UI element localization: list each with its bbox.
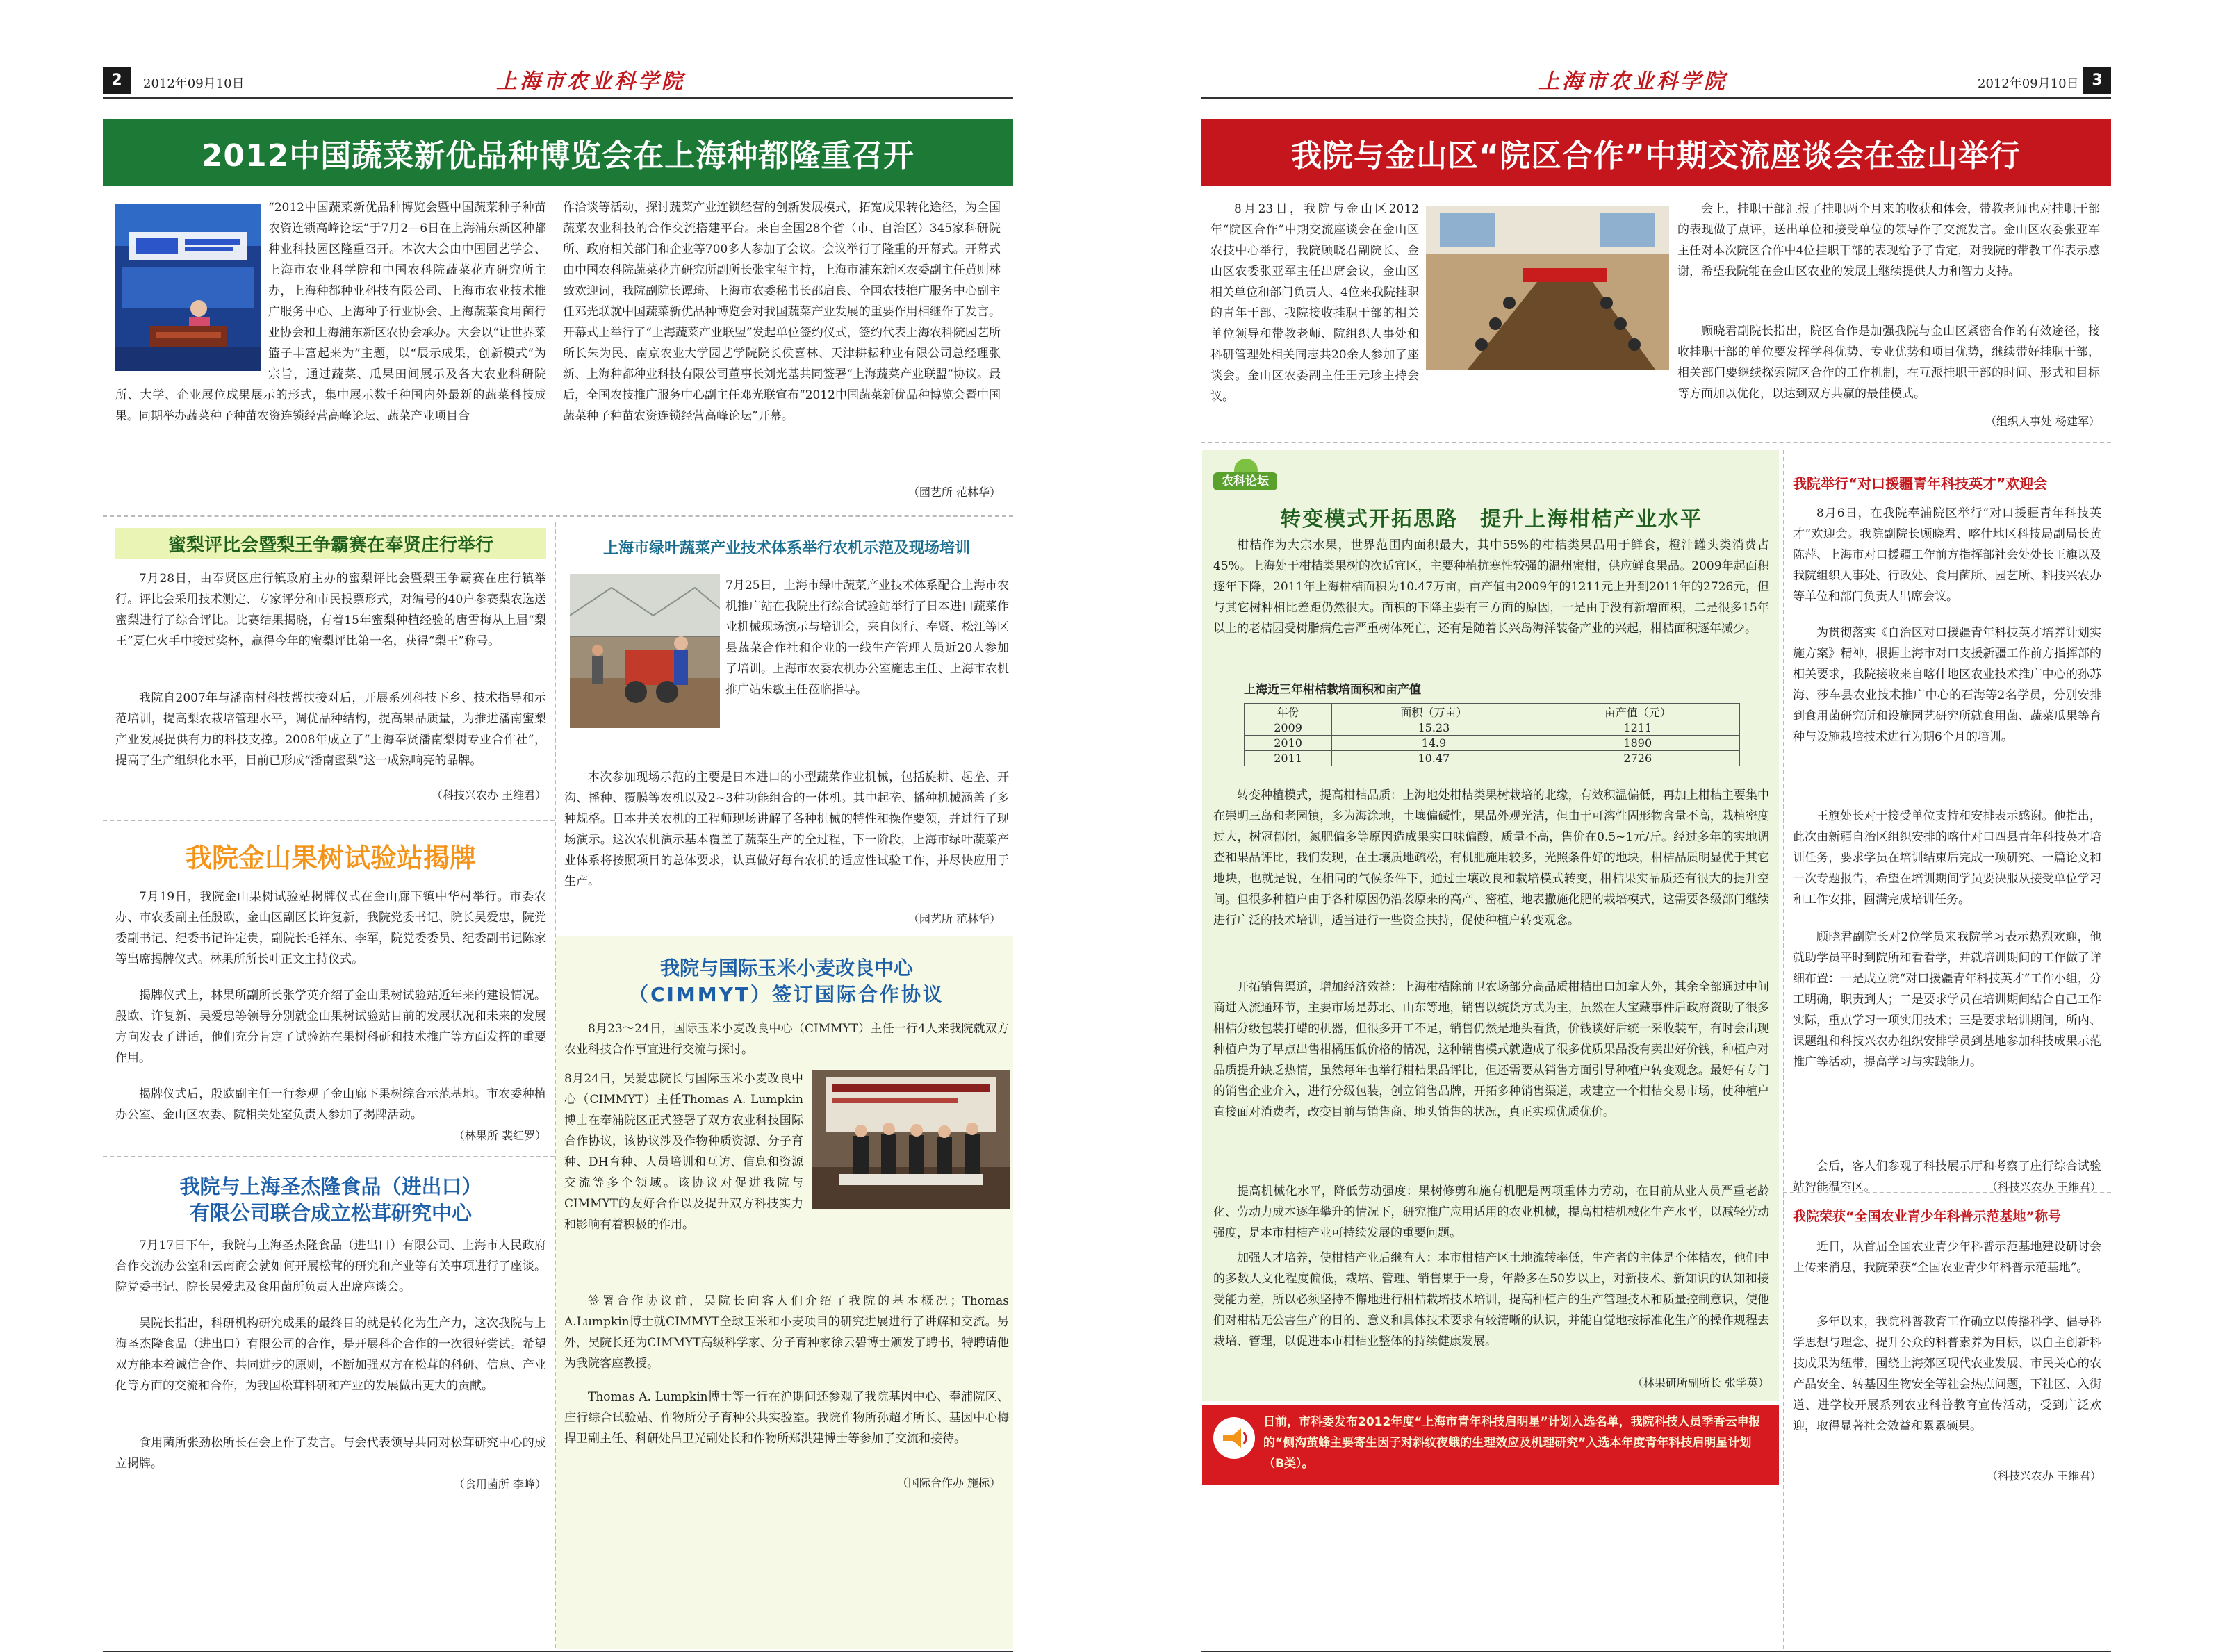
jinshan-coop-col1: 8月23日，我院与金山区2012年“院区合作”中期交流座谈会在金山区农技中心举行，我院顾晓君副院长、金山区农委张亚军主任出席会议，金山区相关单位和部门负责人、4位来我院挂职的青年干部、我院接收挂职干部的相关单位领导和带教老师、院组织人事处和科研管理处相关同志共20余人参加了座谈会。金山区农委副主任王元珍主持会议。 (1210, 202, 1419, 404)
citrus-para-2: 转变种植模式，提高柑桔品质：上海地处柑桔类果树栽培的北缘，有效积温偏低，再加上柑桔主要集中在崇明三岛和老园镇，多为海涂地，土壤偏碱性，果品外观光洁，但由于可溶性固形物含量不高，栽植密度过大，树冠郁闭，氮肥偏多等原因造成果实口味偏酸，质量不高，售价在0.5~1元/斤。经过多年的实地调查和果品评比，我们发现，在土壤质地疏松，有机肥施用较多，光照条件好的地块，柑桔品质明显优于其它地块，也就是说，在相同的气候条件下，通过土壤改良和栽培模式转变，柑桔果实品质还有很大的提升空间。但很多种植户由于各种原因仍沿袭原来的高产、密植、地表撒施化肥的栽培模式，这需要各级部门继续进行广泛的技术培训，适当进行一些资金扶持，促使种植户转变观念。 (1213, 788, 1769, 927)
notice-text: 日前，市科委发布2012年度“上海市青年科技启明星”计划入选名单，我院科技人员季香云申报的“侧沟茧蜂主要寄生因子对斜纹夜蛾的生理效应及机理研究”入选本年度青年科技启明星计划（B类）。 (1263, 1415, 1761, 1471)
jinshan-para-2: 揭牌仪式上，林果所副所长张学英介绍了金山果树试验站近年来的建设情况。殷欧、许复新、吴爱忠等领导分别就金山果树试验站目前的发展状况和未来的发展方向发表了讲话，他们充分肯定了试验站在果树科研和技术推广等方面发挥的重要作用。 (115, 989, 546, 1065)
cimmyt-byline: （国际合作办 施标） (896, 1476, 1001, 1489)
citrus-para-1: 柑桔作为大宗水果，世界范围内面积最大，其中55%的柑桔类果品用于鲜食，橙汁罐头类消费占45%。上海处于柑桔类果树的次适宜区，主要种植抗寒性较强的温州蜜柑，供应鲜食果品。2009年起面积逐年下降，2011年上海柑桔面积为10.47万亩，亩产值由2009年的1211元上升到2011年的2726元，但与其它树种相比差距仍然很大。面积的下降主要有三方面的原因，一是由于没有新增面积，二是很多15年以上的老桔园受树脂病危害严重树体死亡，还有是随着长兴岛海洋装备产业的兴起，柑桔面积逐年减少。 (1213, 538, 1769, 636)
matsutake-para-2: 吴院长指出，科研机构研究成果的最终目的就是转化为生产力，这次我院与上海圣杰隆食品（进出口）有限公司的合作，是开展科企合作的一次很好尝试。希望双方能本着诚信合作、共同进步的原则，不断加强双方在松茸的科研、信息、产业化等方面的交流和合作，为我国松茸科研和产业的发展做出更大的贡献。 (115, 1316, 546, 1393)
expo-text-col1-wrapped (115, 197, 546, 503)
issue-date: 2012年09月10日 (1978, 76, 2079, 91)
table-cell: 1211 (1536, 720, 1739, 736)
pear-para-1: 7月28日，由奉贤区庄行镇政府主办的蜜梨评比会暨梨王争霸赛在庄行镇举行。评比会采用技术测定、专家评分和市民投票形式，对编号的40户参赛梨农选送蜜梨进行了综合评比。比赛结果揭晓，有着15年蜜梨种植经验的唐雪梅从上届“梨王”夏仁火手中接过奖杯，赢得今年的蜜梨评比第一名，获得“梨王”称号。 (115, 572, 546, 648)
science-base-para-2: 多年以来，我院科普教育工作确立以传播科学、倡导科学思想与理念、提升公众的科普素养为目标，以自主创新科技成果为纽带，围绕上海郊区现代农业发展、市民关心的农产品安全、转基因生物安全等社会热点问题，下社区、入街道、进学校开展系列农业科普教育宣传活动，受到广泛欢迎，取得显著社会效益和累累硕果。 (1793, 1315, 2101, 1433)
forum-leaf-icon (1234, 459, 1258, 474)
citrus-table (1244, 703, 1740, 766)
table-cell: 2011 (1245, 751, 1332, 766)
jinshan-coop-byline: （组织人事处 杨建军） (1985, 415, 2100, 428)
science-base-headline: 我院荣获“全国农业青少年科普示范基地”称号 (1793, 1209, 2061, 1224)
jinshan-headline: 我院金山果树试验站揭牌 (185, 843, 476, 873)
table-cell: 10.47 (1332, 751, 1536, 766)
notice-megaphone-icon (1213, 1417, 1255, 1459)
issue-date: 2012年09月10日 (143, 76, 245, 91)
expo-text-col1-body: “2012中国蔬菜新优品种博览会暨中国蔬菜种子种苗农资连锁高峰论坛”于7月2—6日在上海浦东新区种都种业科技园区隆重召开。本次大会由中国园艺学会、上海市农业科学院和中国农科院蔬菜花卉研究所主办，上海种都种业科技有限公司、上海市农业技术推广服务中心、上海种子行业协会、上海蔬菜食用菌行业协会和上海浦东新区农协会承办。大会以“让世界菜篮子丰富起来为”主题，以“展示成果，创新模式”为宗旨，通过蔬菜、瓜果田间展示及各大农业科研院所、大学、企业展位成果展示的形式，集中展示数千种国内外最新的蔬菜科技成果。同期举办蔬菜种子种苗农资连锁经营高峰论坛、蔬菜产业项目合 (115, 201, 546, 423)
column-divider (1783, 450, 1784, 1649)
header-rule (1201, 97, 2111, 99)
cimmyt-para-2-wrapped (564, 1068, 1009, 1289)
cimmyt-para-2-body: 8月24日，吴爱忠院长与国际玉米小麦改良中心（CIMMYT）主任Thomas A. Lumpkin博士在奉浦院区正式签署了双方农业科技国际合作协议，该协议涉及作物种质资源、分子育种、DH育种、人员培训和互访、信息和资源交流等多个领域。该协议对促进我院与CIMMYT的友好合作以及提升双方科技实力和影响有着积极的作用。 (564, 1072, 803, 1232)
youth-para-1: 8月6日，在我院奉浦院区举行“对口援疆青年科技英才”欢迎会。我院副院长顾晓君、喀什地区科技局副局长黄陈萍、上海市对口援疆工作前方指挥部社会处处长王旗以及我院组织人事处、行政处、食用菌所、园艺所、科技兴农办等单位和部门负责人出席会议。 (1793, 506, 2101, 604)
cimmyt-headline-line2: （CIMMYT）签订国际合作协议 (628, 983, 945, 1006)
table-cell: 1890 (1536, 736, 1739, 751)
page-number: 3 (2083, 67, 2111, 94)
table-cell: 2009 (1245, 720, 1332, 736)
citrus-table-title: 上海近三年柑桔栽培面积和亩产值 (1244, 683, 1421, 697)
green-veg-headline: 上海市绿叶蔬菜产业技术体系举行农机示范及现场培训 (602, 540, 970, 557)
forum-tag (1213, 459, 1277, 490)
table-row (1245, 720, 1740, 736)
matsutake-para-3: 食用菌所张劲松所长在会上作了发言。与会代表领导共同对松茸研究中心的成立揭牌。 (115, 1436, 546, 1471)
jinshan-coop-col2b: 顾晓君副院长指出，院区合作是加强我院与金山区紧密合作的有效途径，接收挂职干部的单位要发挥学科优势、专业优势和项目优势，继续带好挂职干部，相关部门要继续探索院区合作的工作机制，在互派挂职干部的时间、形式和目标等方面加以优化，以达到双方共赢的最佳模式。 (1677, 324, 2100, 401)
matsutake-headline-line2: 有限公司联合成立松茸研究中心 (189, 1201, 472, 1225)
meeting-room-photo (1426, 206, 1669, 370)
section-divider (103, 515, 1013, 517)
masthead-logo: 上海市农业科学院 (496, 69, 685, 94)
page-number: 2 (103, 67, 131, 94)
expo-text-col2: 作洽谈等活动，探讨蔬菜产业连锁经营的创新发展模式，拓宽成果转化途径，为全国蔬菜农业科技的合作交流搭建平台。来自全国28个省（市、自治区）345家科研院所、政府相关部门和企业等700多人参加了会议。会议举行了隆重的开幕式。开幕式由中国农科院蔬菜花卉研究所副所长张宝玺主持，上海市浦东新区农委副主任黄则林致欢迎词，我院副院长谭琦、上海市农委秘书长邵启良、全国农技推广服务中心副主任邓光联就中国蔬菜新优品种博览会对我国蔬菜产业发展的重要作用相继作了发言。开幕式上举行了“上海蔬菜产业联盟”发起单位签约仪式，签约代表上海农科院园艺所所长朱为民、南京农业大学园艺学院院长侯喜林、天津耕耘种业有限公司总经理张新、上海种都种业科技有限公司董事长刘光基共同签署“上海蔬菜产业联盟”协议。最后，全国农技推广服务中心副主任邓光联宣布“2012中国蔬菜新优品种博览会暨中国蔬菜种子种苗农资连锁经营高峰论坛”开幕。 (563, 201, 1001, 423)
table-row (1245, 751, 1740, 766)
cimmyt-photo-spacer (803, 1068, 1009, 1212)
youth-para-3: 王旗处长对于接受单位支持和安排表示感谢。他指出，此次由新疆自治区组织安排的喀什对口四县青年科技英才培训任务，要求学员在培训结束后完成一项研究、一篇论文和一次专题报告，希望在培训期间学员要决服从接受单位学习和工作安排，圆满完成培训任务。 (1793, 809, 2101, 907)
meeting-image (1426, 206, 1669, 370)
jinshan-coop-col2a: 会上，挂职干部汇报了挂职两个月来的收获和体会，带教老师也对挂职干部的表现做了点评，送出单位和接受单位的领导作了交流发言。金山区农委张亚军主任对本次院区合作中4位挂职干部的表现给予了肯定，对我院的带教工作表示感谢，希望我院能在金山区农业的发展上继续提供人力和智力支持。 (1677, 202, 2100, 279)
megaphone-icon (1213, 1417, 1255, 1459)
youth-para-5: 会后，客人们参观了科技展示厅和考察了庄行综合试验站智能温室区。 (1793, 1159, 2101, 1194)
lead-banner: 我院与金山区“院区合作”中期交流座谈会在金山举行 (1201, 119, 2111, 186)
header-rule (103, 97, 1013, 99)
green-veg-byline: （园艺所 范林华） (908, 912, 1001, 925)
citrus-headline: 转变模式开拓思路 提升上海柑桔产业水平 (1280, 507, 1702, 531)
section-divider (103, 820, 555, 821)
jinshan-byline: （林果所 裴红罗） (453, 1129, 546, 1142)
forum-tag-label: 农科论坛 (1213, 472, 1277, 490)
citrus-para-4: 提高机械化水平，降低劳动强度：果树修剪和施有机肥是两项重体力劳动，在目前从业人员严重老龄化、劳动力成本逐年攀升的情况下，研究推广应用适用的农业机械，提高柑桔机械化生产水平，以减轻劳动强度，是本市柑桔产业可持续发展的重要问题。 (1213, 1184, 1769, 1240)
masthead-logo: 上海市农业科学院 (1538, 69, 1727, 94)
science-base-para-1: 近日，从首届全国农业青少年科普示范基地建设研讨会上传来消息，我院荣获“全国农业青少年科普示范基地”。 (1793, 1240, 2101, 1275)
section-divider (1783, 1192, 2111, 1193)
table-cell: 2726 (1536, 751, 1739, 766)
table-row (1245, 736, 1740, 751)
youth-talent-headline: 我院举行“对口援疆青年科技英才”欢迎会 (1793, 475, 2048, 492)
lead-banner: 2012中国蔬菜新优品种博览会在上海种都隆重召开 (103, 119, 1013, 186)
table-cell: 14.9 (1332, 736, 1536, 751)
expo-byline: （园艺所 范林华） (908, 486, 1001, 499)
matsutake-para-1: 7月17日下午，我院与上海圣杰隆食品（进出口）有限公司、上海市人民政府合作交流办公室和云南商会就如何开展松茸的研究和产业等有关事项进行了座谈。院党委书记、院长吴爱忠及食用菌所负责人出席座谈会。 (115, 1239, 546, 1294)
pear-byline: （科技兴农办 王维君） (431, 788, 546, 802)
section-divider (1201, 442, 2111, 443)
matsutake-headline-line1: 我院与上海圣杰隆食品（进出口） (179, 1175, 482, 1198)
expo-photo-spacer (115, 197, 268, 372)
green-veg-para-1-wrapped (564, 575, 1009, 764)
table-header-row (1245, 704, 1740, 720)
jinshan-para-3: 揭牌仪式后，殷欧副主任一行参观了金山廊下果树综合示范基地。市农委种植办公室、金山区农委、院相关处室负责人参加了揭牌活动。 (115, 1087, 546, 1122)
youth-byline: （科技兴农办 王维君） (1986, 1180, 2101, 1193)
table-cell: 2010 (1245, 736, 1332, 751)
table-cell: 15.23 (1332, 720, 1536, 736)
science-base-byline: （科技兴农办 王维君） (1986, 1469, 2101, 1482)
green-veg-para-2: 本次参加现场示范的主要是日本进口的小型蔬菜作业机械，包括旋耕、起垄、开沟、播种、覆膜等农机以及2~3种功能组合的一体机。其中起垄、播种机械涵盖了多种规格。日本井关农机的工程师现场讲解了各种机械的特性和操作要领，并进行了现场演示。这次农机演示基本覆盖了蔬菜生产的全过程，下一阶段，上海市绿叶蔬菜产业体系将按照项目的总体要求，认真做好每台农机的适应性试验工作，并尽快应用于生产。 (564, 770, 1009, 889)
matsutake-byline: （食用菌所 李峰） (453, 1478, 546, 1491)
citrus-byline: （林果研所副所长 张学英） (1632, 1376, 1769, 1389)
pear-para-2: 我院自2007年与潘南村科技帮扶接对后，开展系列科技下乡、技术指导和示范培训，提高梨农栽培管理水平，调优品种结构，提高果品质量，为推进潘南蜜梨产业发展提供有力的科技支撑。2008年成立了“上海奉贤潘南梨树专业合作社”，提高了生产组织化水平，目前已形成“潘南蜜梨”这一成熟响亮的品牌。 (115, 691, 546, 768)
pear-headline: 蜜梨评比会暨梨王争霸赛在奉贤庄行举行 (167, 535, 493, 556)
cimmyt-para-3: 签署合作协议前，吴院长向客人们介绍了我院的基本概况；Thomas A.Lumpkin博士就CIMMYT全球玉米和小麦项目的研究进展进行了讲解和交流。另外，吴院长还为CIMMYT高级科学家、分子育种家徐云碧博士颁发了聘书，特聘请他为我院客座教授。 (564, 1294, 1009, 1371)
cimmyt-headline-line1: 我院与国际玉米小麦改良中心 (659, 957, 913, 980)
green-veg-para-1-body: 7月25日，上海市绿叶蔬菜产业技术体系配合上海市农机推广站在我院庄行综合试验站举行了日本进口蔬菜作业机械现场演示与培训会，来自闵行、奉贤、松江等区县蔬菜合作社和企业的一线生产管理人员近20人参加了培训。上海市农委农机办公室施忠主任、上海市农机推广站朱敏主任莅临指导。 (725, 579, 1009, 697)
jinshan-para-1: 7月19日，我院金山果树试验站揭牌仪式在金山廊下镇中华村举行。市委农办、市农委副主任殷欧，金山区副区长许复新，我院党委书记、院长吴爱忠，院党委副书记、纪委书记许定贵，副院长毛祥东、李军，院党委委员、纪委副书记陈家等出席揭牌仪式。林果所所长叶正文主持仪式。 (115, 890, 546, 966)
table-header-area: 面积（万亩） (1332, 704, 1536, 720)
citrus-para-3: 开拓销售渠道，增加经济效益：上海柑桔除前卫农场部分高品质柑桔出口加拿大外，其余全部通过中间商进入流通环节，主要市场是苏北、山东等地，销售以统货方式为主，虽然在大宝藏事件后政府资助了很多柑桔分级包装打蜡的机器，但很多开工不足，销售仍然是地头看货，价钱谈好后统一采收装车，有时会出现种植户为了早点出售柑橘压低价格的情况，这种销售模式就造成了很多优质果品没有卖出好价钱，种植户对品质提升缺乏热情，虽然每年也举行柑桔果品评比，但还需要从销售方面引导种植户转变观念。最好有专门的销售企业介入，进行分级包装，创立销售品牌，开拓多种销售渠道，或建立一个柑桔交易市场，使种植户直接面对消费者，改变目前与销售商、地头销售的状况，真正实现优质优价。 (1213, 980, 1769, 1119)
section-divider (103, 1156, 555, 1157)
youth-para-2: 为贯彻落实《自治区对口援疆青年科技英才培养计划实施方案》精神，根据上海市对口支援新疆工作前方指挥部的相关要求，我院接收来自喀什地区农业技术推广中心的孙苏海、莎车县农业技术推广中心的石海等2名学员，分别安排到食用菌研究所和设施园艺研究所就食用菌、蔬菜瓜果等育种与设施栽培技术进行为期6个月的培训。 (1793, 626, 2101, 744)
cimmyt-para-4: Thomas A. Lumpkin博士等一行在沪期间还参观了我院基因中心、奉浦院区、庄行综合试验站、作物所分子育种公共实验室。我院作物所孙超才所长、基因中心梅捍卫副主任、科研处吕卫光副处长和作物所郑洪建博士等参加了交流和接待。 (564, 1390, 1009, 1446)
green-photo-spacer (564, 575, 725, 732)
table-header-value: 亩产值（元） (1536, 704, 1739, 720)
citrus-para-5: 加强人才培养，使柑桔产业后继有人：本市柑桔产区土地流转率低，生产者的主体是个体桔农，他们中的多数人文化程度偏低，栽培、管理、销售集于一身，年龄多在50岁以上，对新技术、新知识的认知和接受能力差，所以必须坚持不懈地进行柑桔栽培技术培训，提高种植户的生产管理技术和质量控制意识，使他们对柑桔无公害生产的目的、意义和具体技术要求有较清晰的认识，并能自觉地按标准化生产的操作规程去栽培、管理，以促进本市柑桔业整体的持续健康发展。 (1213, 1251, 1769, 1348)
table-header-year: 年份 (1245, 704, 1332, 720)
youth-para-4: 顾晓君副院长对2位学员来我院学习表示热烈欢迎，他就助学员平时到院所和看看学，并就培训期间的工作做了详细布置：一是成立院“对口援疆青年科技英才”工作小组，分工明确，职责到人；二是要求学员在培训期间结合自己工作实际，重点学习一项实用技术；三是要求培训期间，所内、课题组和科技兴农办组织安排学员到基地参加科技成果示范推广等活动，提高学习与实践能力。 (1793, 930, 2101, 1069)
cimmyt-para-1: 8月23～24日，国际玉米小麦改良中心（CIMMYT）主任一行4人来我院就双方农业科技合作事宜进行交流与探讨。 (564, 1022, 1009, 1057)
